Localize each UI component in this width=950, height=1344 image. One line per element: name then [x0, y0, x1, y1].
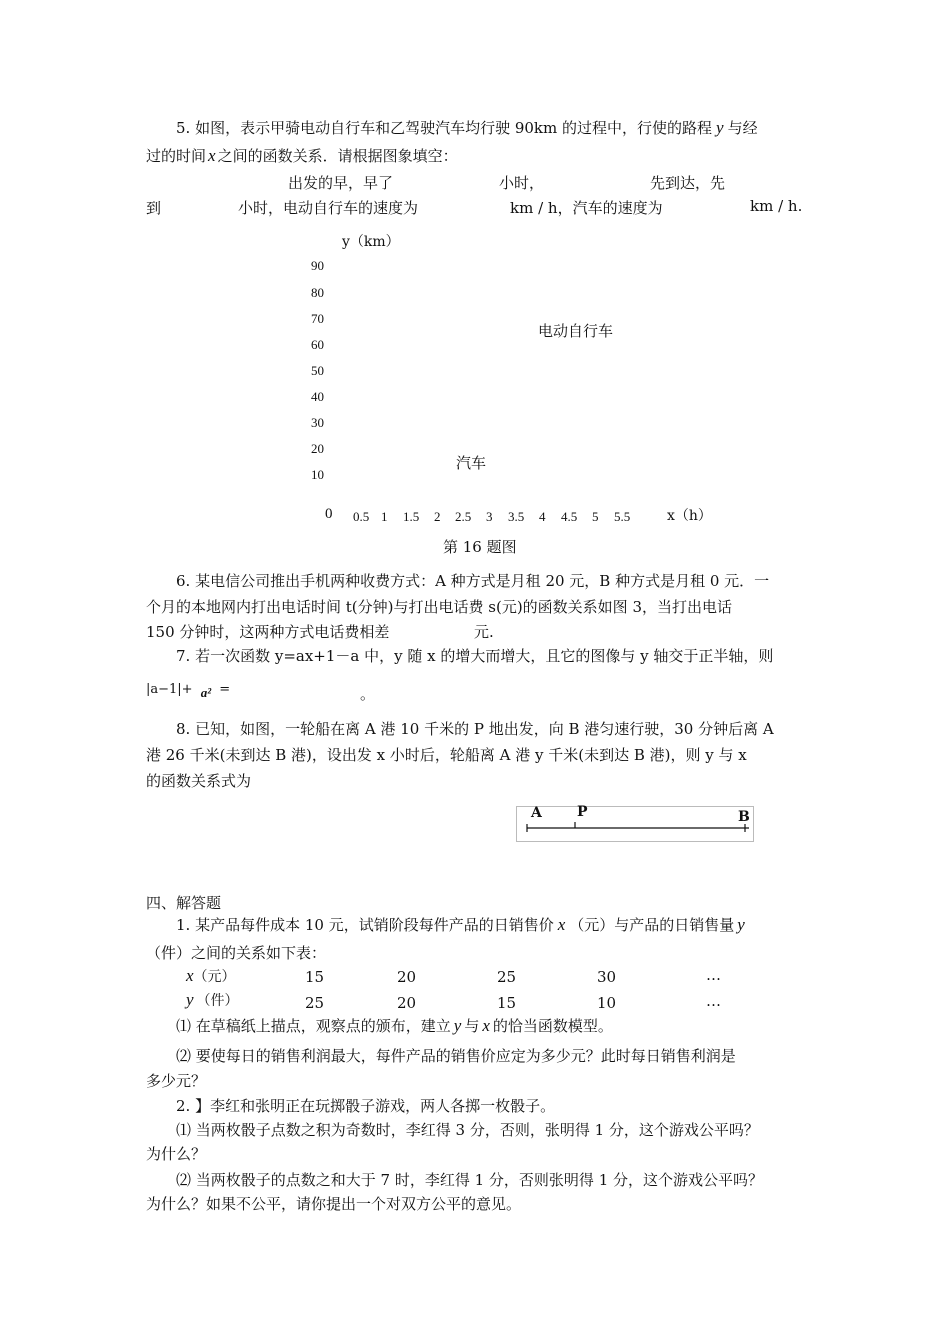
q5-var-y: y: [716, 118, 724, 137]
q5-line2-text: 过的时间: [146, 147, 207, 165]
ytick: 20: [311, 441, 324, 456]
q5-line4-a: 到: [146, 199, 162, 217]
q5-line3-b: 小时，: [499, 174, 545, 192]
ytick: 10: [311, 467, 324, 482]
q5-line1-text: 5. 如图，表示甲骑电动自行车和乙驾驶汽车均行驶 90km 的过程中，行使的路程: [176, 119, 713, 137]
q5-line3-c: 先到达，先: [650, 174, 726, 192]
table-cell: 30: [597, 968, 617, 986]
ytick: 50: [311, 363, 324, 378]
q5-line1: [176, 117, 758, 138]
q7-expr-asq: a²: [200, 685, 212, 700]
q8-label-p: P: [577, 804, 588, 820]
figure-caption: 第 16 题图: [443, 538, 517, 556]
table-cell: …: [706, 966, 721, 984]
xtick: 4.5: [561, 509, 578, 524]
p1-q2-line1: ⑵ 要使每日的销售利润最大，每件产品的销售价应定为多少元？此时每日销售利润是: [176, 1047, 736, 1065]
table-cell: 25: [497, 968, 517, 986]
p1-line1: [176, 914, 745, 935]
q7-expression: [146, 681, 231, 700]
table-cell: 15: [497, 994, 517, 1012]
q8-label-a: A: [531, 805, 542, 821]
q6-line2: 个月的本地网内打出电话时间 t(分钟)与打出电话费 s(元)的函数关系如图 3，当打出电话: [146, 598, 732, 616]
p1-q1-var-y: y: [453, 1016, 462, 1035]
q7-expr-eq: =: [219, 682, 231, 697]
q7-end: 。: [360, 685, 376, 703]
ytick: 70: [311, 311, 324, 326]
p2-q1-line1: ⑴ 当两枚骰子点数之积为奇数时，李红得 3 分，否则，张明得 1 分，这个游戏公平吗？: [176, 1121, 759, 1139]
p2-q1-line2: 为什么？: [146, 1145, 207, 1163]
q6-line1: 6. 某电信公司推出手机两种收费方式：A 种方式是月租 20 元，B 种方式是月租 0 元．一: [176, 572, 770, 590]
q5-line3-a: 出发的早，早了: [288, 174, 394, 192]
xtick: 5: [592, 509, 599, 524]
q5-var-x: x: [208, 146, 216, 165]
table-var-y: y: [186, 990, 194, 1009]
xtick: 2: [434, 509, 441, 524]
p1-line1-mid: （元）与产品的日销售量: [569, 916, 735, 934]
table-unit-x: （元）: [193, 969, 236, 985]
table-cell: 15: [305, 968, 325, 986]
xtick: 1.5: [403, 509, 420, 524]
q6-line3-b: 元.: [474, 623, 494, 641]
ytick: 90: [311, 258, 324, 273]
p2-q2-line1: ⑵ 当两枚骰子的点数之和大于 7 时，李红得 1 分，否则张明得 1 分，这个游戏公平吗？: [176, 1171, 764, 1189]
p1-var-y: y: [737, 915, 745, 934]
p1-line1-text: 1. 某产品每件成本 10 元，试销阶段每件产品的日销售价: [176, 916, 554, 934]
q7-expr-abs: |a−1|+: [146, 682, 193, 697]
ytick: 40: [311, 389, 324, 404]
xtick: 2.5: [455, 509, 472, 524]
p1-line2: （件）之间的关系如下表：: [146, 944, 327, 962]
p1-q1-mid: 与: [464, 1017, 480, 1035]
p1-q1-text: ⑴ 在草稿纸上描点，观察点的颁布，建立: [176, 1017, 451, 1035]
q8-label-b: B: [738, 809, 750, 825]
chart-ylabel: y（km）: [342, 234, 400, 250]
p1-q2-line2: 多少元？: [146, 1072, 207, 1090]
q8-diagram: [516, 806, 754, 842]
p1-q1-end: 的恰当函数模型。: [492, 1017, 613, 1035]
table-row-label-y: [186, 990, 239, 1010]
xtick-origin: 0: [325, 506, 333, 522]
q7-line1: 7. 若一次函数 y=ax+1－a 中，y 随 x 的增大而增大，且它的图像与 y 轴交于正半轴，则: [176, 647, 774, 665]
chart-xlabel: x（h）: [667, 508, 712, 524]
table-cell: …: [706, 992, 721, 1010]
xtick: 4: [539, 509, 546, 524]
section-heading: 四、解答题: [146, 894, 222, 912]
q6-line3-a: 150 分钟时，这两种方式电话费相差: [146, 623, 390, 641]
q8-line2: 港 26 千米(未到达 B 港)，设出发 x 小时后，轮船离 A 港 y 千米(未到达 B 港)，则 y 与 x: [146, 746, 747, 764]
series-label-car: 汽车: [456, 454, 487, 472]
p1-q1: [176, 1015, 613, 1036]
ytick: 80: [311, 285, 324, 300]
xtick: 5.5: [614, 509, 631, 524]
p2-line1: 2. 】李红和张明正在玩掷骰子游戏，两人各掷一枚骰子。: [176, 1097, 556, 1115]
q5-line1-end: 与经: [727, 119, 758, 137]
q5-line4-b: 小时，电动自行车的速度为: [238, 199, 419, 217]
table-row-label-x: [186, 966, 236, 986]
p2-q2-line2: 为什么？如果不公平，请你提出一个对双方公平的意见。: [146, 1195, 522, 1213]
q8-number-line: [517, 807, 753, 841]
q5-line2-end: 之间的函数关系．请根据图象填空：: [217, 147, 458, 165]
q8-line3: 的函数关系式为: [146, 772, 252, 790]
table-unit-y: （件）: [196, 993, 239, 1009]
table-cell: 20: [397, 968, 417, 986]
ytick: 30: [311, 415, 324, 430]
table-cell: 20: [397, 994, 417, 1012]
xtick: 3.5: [508, 509, 525, 524]
p1-var-x: x: [557, 915, 566, 934]
ytick: 60: [311, 337, 324, 352]
xtick: 1: [381, 509, 388, 524]
series-label-ebike: 电动自行车: [538, 322, 614, 340]
table-cell: 10: [597, 994, 617, 1012]
table-cell: 25: [305, 994, 325, 1012]
p1-q1-var-x: x: [482, 1016, 490, 1035]
q5-line4-d: km / h.: [750, 197, 803, 215]
table-var-x: x: [186, 966, 194, 985]
xtick: 0.5: [353, 509, 370, 524]
q5-line2: [146, 145, 458, 166]
q8-line1: 8. 已知，如图，一轮船在离 A 港 10 千米的 P 地出发，向 B 港匀速行驶，30 分钟后离 A: [176, 720, 774, 738]
xtick: 3: [486, 509, 493, 524]
q5-line4-c: km / h，汽车的速度为: [510, 199, 663, 217]
